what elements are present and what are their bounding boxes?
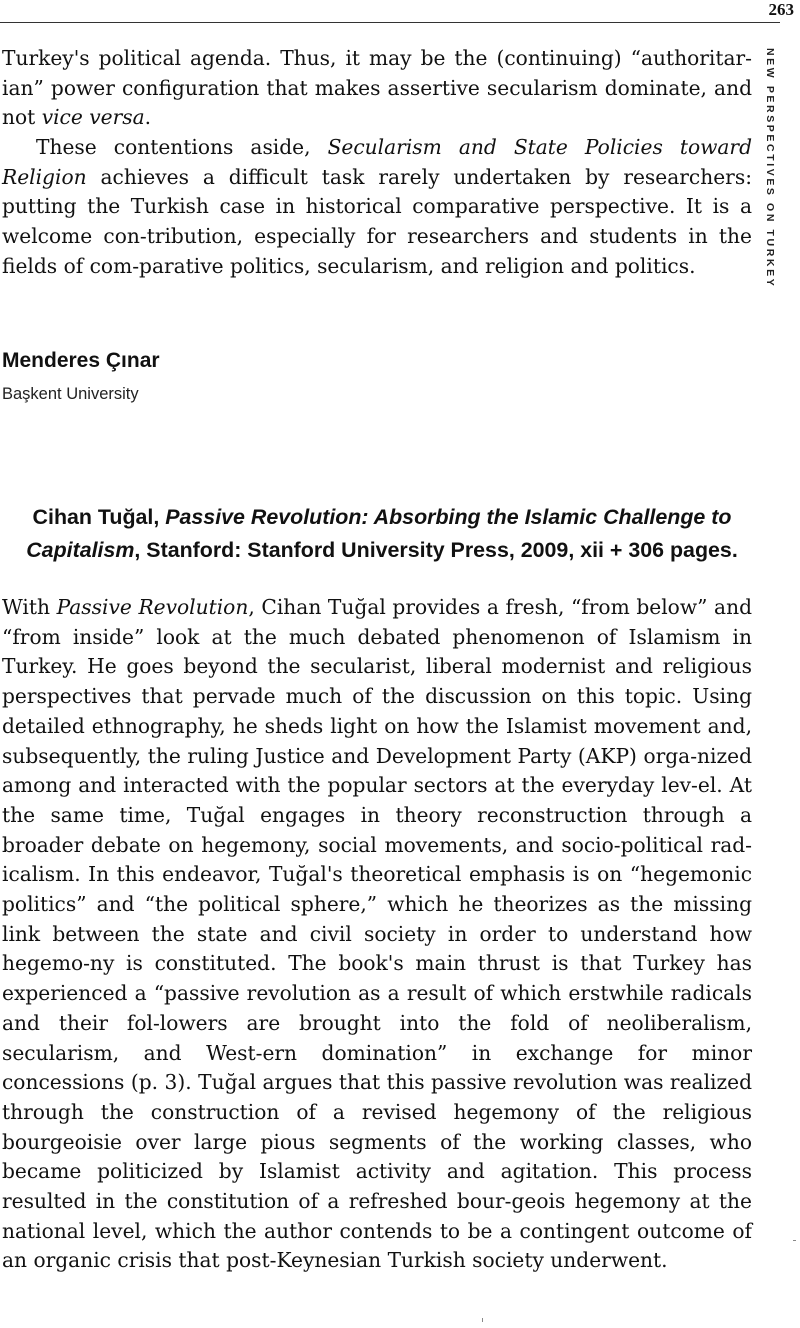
page-number: 263 [768,0,794,19]
paragraph-1-end: . [144,105,152,130]
scan-speck [482,1318,483,1322]
paragraph-1 [2,44,752,133]
paragraph-1-italic: vice versa [41,105,145,130]
reviewer-name: Menderes Çınar [2,349,160,372]
paragraph-2-lead: These contentions aside, [36,135,328,159]
header-rule [0,22,780,23]
book-publication: , Stanford: Stanford University Press, 2009, xii + 306 pages. [134,538,738,562]
book-title: Passive Revolution: Absorbing the Islamic Challenge to Capitalism [26,505,732,562]
book-citation-heading [0,501,764,567]
book-author: Cihan Tuğal, [32,505,166,529]
paragraph-3 [2,593,752,1276]
paragraph-2-book-title: Secularism and State Policies toward Religion [2,135,752,189]
reviewer-affiliation: Başkent University [2,385,139,403]
paragraph-3-lead: With [2,595,57,619]
paragraph-1-text: Turkey's political agenda. Thus, it may be the (continuing) “authoritar-ian” power configuration that makes assertive secularism dominate, and not [2,46,752,130]
paragraph-2 [2,133,752,282]
running-head: NEW PERSPECTIVES ON TURKEY [764,48,776,289]
scan-speck [793,1240,796,1241]
paragraph-3-italic: Passive Revolution [56,595,249,619]
paragraph-3-text: , Cihan Tuğal provides a fresh, “from below” and “from inside” look at the much debated phenomenon of Islamism in Turkey. He goes beyond the secularist, liberal modernist and religious perspectives that pervade much of the discussion on this topic. Using detailed ethnography, he sheds light on how the Islamist movement and, subsequently, the ruling Justice and Development Party (AKP) orga-nized among and interacted with the popular sectors at the everyday lev-el. At the same time, Tuğal engages in theory reconstruction through a broader debate on hegemony, social movements, and socio-political rad-icalism. In this endeavor, Tuğal's theoretical emphasis is on “hegemonic politics” and “the political sphere,” which he theorizes as the missing link between the state and civil society in order to understand how hegemo-ny is constituted. The book's main thrust is that Turkey has experienced a “passive revolution as a result of which erstwhile radicals and their fol-lowers are brought into the fold of neoliberalism, secularism, and West-ern domination” in exchange for minor concessions (p. 3). Tuğal argues that this passive revolution was realized through the construction of a revised hegemony of the religious bourgeoisie over large pious segments of the working classes, who became politicized by Islamist activity and agitation. This process resulted in the constitution of a refreshed bour-geois hegemony at the national level, which the author contends to be a contingent outcome of an organic crisis that post-Keynesian Turkish society underwent. [2,595,752,1273]
paragraph-2-text: achieves a difficult task rarely undertaken by researchers: putting the Turkish case in historical comparative perspective. It is a welcome con-tribution, especially for researchers and students in the fields of com-parative politics, secularism, and religion and politics. [2,164,752,278]
